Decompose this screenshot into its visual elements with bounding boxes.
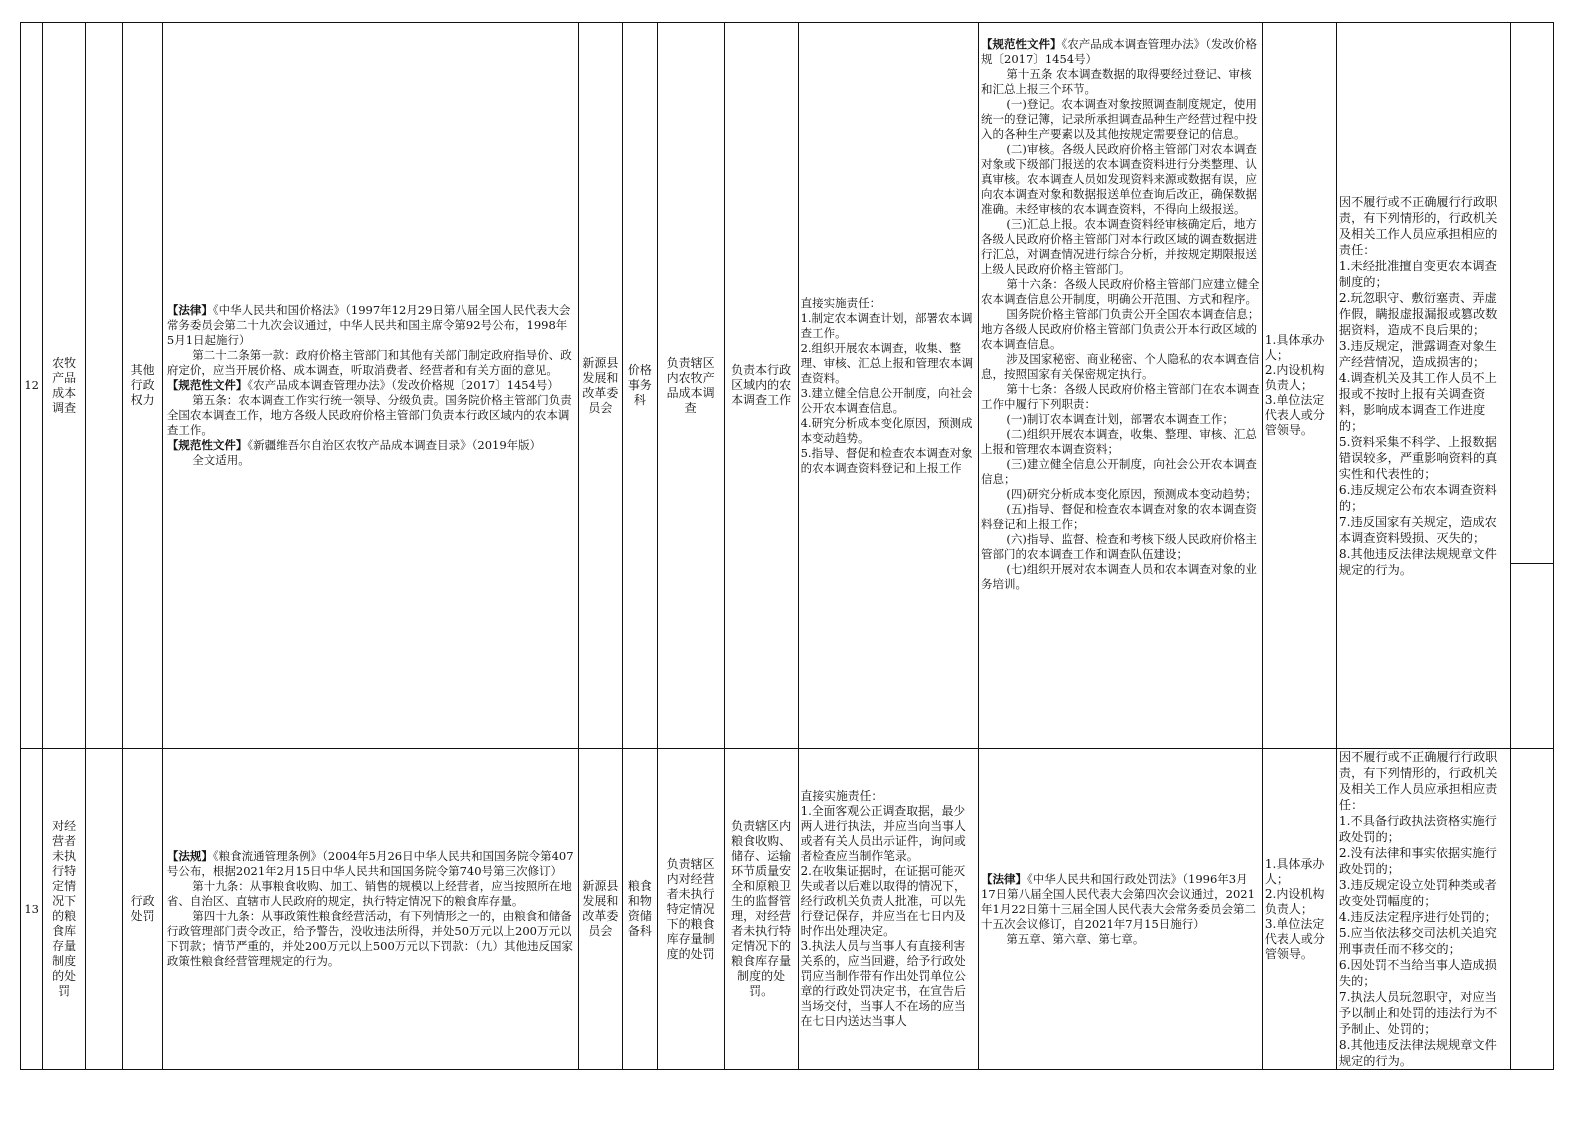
office: 粮食和物资储备科 bbox=[623, 749, 657, 1070]
basis-text: (三)建立健全信息公开制度，向社会公开农本调查信息； bbox=[981, 457, 1257, 486]
responsible-subject: 1.具体承办人； 2.内设机构负责人； 3.单位法定代表人或分管领导。 bbox=[1262, 23, 1336, 749]
legal-basis bbox=[162, 749, 578, 1070]
legal-basis bbox=[162, 23, 578, 749]
sub-item bbox=[85, 23, 123, 749]
basis-paragraph bbox=[981, 412, 1260, 427]
basis-paragraph bbox=[981, 97, 1260, 142]
basis-text: 《粮食流通管理条例》（2004年5月26日中华人民共和国国务院令第407号公布，根据2021年2月15日中华人民共和国国务院令第740号第三次修订） bbox=[166, 849, 574, 878]
basis-text: (二)组织开展农本调查，收集、整理、审核、汇总上报和管理农本调查资料； bbox=[981, 427, 1257, 456]
basis-text: 第五章、第六章、第七章。 bbox=[1006, 931, 1145, 946]
responsible-subject: 1.具体承办人； 2.内设机构负责人； 3.单位法定代表人或分管领导。 bbox=[1262, 749, 1336, 1070]
basis-text: (二)审核。各级人民政府价格主管部门对农本调查对象或下级部门报送的农本调查资料进行分类整理、认真审核。农本调查人员如发现资料来源或数据有误，应向农本调查对象和数据报送单位查询后改正，确保数据准确。未经审核的农本调查资料，不得向上级报送。 bbox=[981, 142, 1258, 216]
basis-paragraph bbox=[981, 382, 1260, 412]
basis-text: 第十七条：各级人民政府价格主管部门在农本调查工作中履行下列职责： bbox=[981, 382, 1260, 411]
basis-paragraph bbox=[981, 277, 1260, 307]
basis-type-label: 【规范性文件】 bbox=[981, 37, 1062, 51]
basis-text: 第五条：农本调查工作实行统一领导、分级负责。国务院价格主管部门负责全国农本调查工作，地方各级人民政府价格主管部门负责本行政区域内的农本调查工作。 bbox=[166, 393, 572, 437]
item-name: 对经营者未执行特定情况下的粮食库存量制度的处罚 bbox=[43, 749, 86, 1070]
basis-paragraph bbox=[981, 457, 1260, 487]
item-name: 农牧产品成本调查 bbox=[43, 23, 86, 749]
basis-paragraph bbox=[167, 393, 574, 438]
basis-text: 《中华人民共和国价格法》（1997年12月29日第八届全国人民代表大会常务委员会第二十九次会议通过，中华人民共和国主席令第92号公布，1998年5月1日起施行） bbox=[166, 303, 571, 347]
department: 新源县发展和改革委员会 bbox=[578, 23, 623, 749]
basis-text: 第十五条 农本调查数据的取得要经过登记、审核和汇总上报三个环节。 bbox=[981, 67, 1252, 96]
accountability: 因不履行或不正确履行行政职责，有下列情形的，行政机关及相关工作人员应承担相应责任： 1.不具备行政执法资格实施行政处罚的； 2.没有法律和事实依据实施行政处罚的； 3.违反规定设立处罚种类或者改变处罚幅度的； 4.违反法定程序进行处罚的； 5.应当依法移交司法机关追究刑事责任而不移交的； 6.因处罚不当给当事人造成损失的； 7.执法人员玩忽职守，对应当予以制止和处罚的违法行为不予制止、处罚的； 8.其他违反法律法规规章文件规定的行为。 bbox=[1336, 749, 1510, 1070]
basis-paragraph bbox=[981, 352, 1260, 382]
responsibility-items: 直接实施责任： 1.全面客观公正调查取据，最少两人进行执法，并应当向当事人或者有关人员出示证件，询问或者检查应当制作笔录。 2.在收集证据时，在证据可能灭失或者以后难以取得的情况下，经行政机关负责人批准，可以先行登记保存，并应当在七日内及时作出处理决定。 3.执法人员与当事人有直接利害关系的，应当回避，给予行政处罚应当制作带有作出处罚单位公章的行政处罚决定书，在宣告后当场交付，当事人不在场的应当在七日内送达当事人 bbox=[798, 749, 978, 1070]
basis-paragraph bbox=[981, 532, 1260, 562]
basis-type-label: 【规范性文件】 bbox=[166, 378, 248, 392]
table-row bbox=[21, 749, 1554, 1070]
basis-text: (六)指导、监督、检查和考核下级人民政府价格主管部门的农本调查工作和调查队伍建设； bbox=[981, 532, 1257, 561]
power-type: 其他行政权力 bbox=[123, 23, 163, 749]
basis-paragraph bbox=[981, 872, 1260, 932]
basis-paragraph bbox=[981, 562, 1260, 592]
basis-text: (一)登记。农本调查对象按照调查制度规定，使用统一的登记簿，记录所承担调查品种生产经营过程中投入的各种生产要素以及其他按规定需要登记的信息。 bbox=[981, 97, 1258, 141]
basis-paragraph bbox=[167, 303, 574, 348]
responsibility-table bbox=[20, 22, 1554, 1070]
basis-text: (一)制订农本调查计划，部署农本调查工作； bbox=[1006, 412, 1234, 426]
basis-text: 涉及国家秘密、商业秘密、个人隐私的农本调查信息，按照国家有关保密规定执行。 bbox=[981, 352, 1260, 381]
basis-text: (三)汇总上报。农本调查资料经审核确定后，地方各级人民政府价格主管部门对本行政区域的调查数据进行汇总，对调查情况进行综合分析，并按规定期限报送上级人民政府价格主管部门。 bbox=[981, 217, 1258, 276]
basis-text: (四)研究分析成本变化原因，预测成本变动趋势； bbox=[1006, 487, 1257, 501]
sub-item bbox=[85, 749, 123, 1070]
basis-paragraph bbox=[167, 348, 574, 378]
basis-paragraph bbox=[981, 932, 1260, 947]
remark bbox=[1511, 23, 1554, 749]
office: 价格事务科 bbox=[623, 23, 657, 749]
basis-paragraph bbox=[167, 849, 574, 879]
basis-paragraph bbox=[981, 37, 1260, 67]
basis-paragraph bbox=[167, 438, 574, 453]
power-type: 行政处罚 bbox=[123, 749, 163, 1070]
basis-text: 《农产品成本调查管理办法》（发改价格规〔2017〕1454号） bbox=[981, 37, 1258, 66]
basis-paragraph bbox=[167, 453, 574, 468]
scope: 负责辖区内农牧产品成本调查 bbox=[657, 23, 724, 749]
basis-type-label: 【法律】 bbox=[981, 871, 1028, 886]
responsibility-items: 直接实施责任： 1.制定农本调查计划，部署农本调查工作。 2.组织开展农本调查，收集、整理、审核、汇总上报和管理农本调查资料。 3.建立健全信息公开制度，向社会公开农本调查信息。 4.研究分析成本变化原因，预测成本变动趋势。 5.指导、督促和检查农本调查对象的农本调查资料登记和上报工作 bbox=[798, 23, 978, 749]
basis-paragraph bbox=[981, 487, 1260, 502]
responsibility-basis bbox=[979, 749, 1263, 1070]
table-row bbox=[21, 23, 1554, 749]
basis-text: 《农产品成本调查管理办法》（发改价格规〔2017〕1454号） bbox=[247, 378, 559, 392]
basis-paragraph bbox=[981, 142, 1260, 217]
accountability: 因不履行或不正确履行行政职责，有下列情形的，行政机关及相关工作人员应承担相应的责任： 1.未经批准擅自变更农本调查制度的； 2.玩忽职守、敷衍塞责、弄虚作假，瞒报虚报漏报或篡改数据资料，造成不良后果的； 3.违反规定，泄露调查对象生产经营情况，造成损害的； 4.调查机关及其工作人员不上报或不按时上报有关调查资料，影响成本调查工作进度的； 5.资料采集不科学、上报数据错误较多，严重影响资料的真实性和代表性的； 6.违反规定公布农本调查资料的； 7.违反国家有关规定，造成农本调查资料毁损、灭失的； 8.其他违反法律法规规章文件规定的行为。 bbox=[1336, 23, 1510, 749]
basis-type-label: 【法律】 bbox=[166, 303, 213, 317]
duty: 负责辖区内粮食收购、储存、运输环节质量安全和原粮卫生的监督管理，对经营者未执行特定情况下的粮食库存量制度的处罚。 bbox=[724, 749, 798, 1070]
basis-text: 全文适用。 bbox=[192, 453, 250, 467]
basis-paragraph bbox=[981, 427, 1260, 457]
basis-paragraph bbox=[167, 879, 574, 909]
basis-text: 《中华人民共和国行政处罚法》（1996年3月17日第八届全国人民代表大会第四次会议通过，2021年1月22日第十三届全国人民代表大会常务委员会第二十五次会议修订，自2021年7月15日施行） bbox=[981, 871, 1256, 931]
basis-paragraph bbox=[167, 378, 574, 393]
basis-text: 国务院价格主管部门负责公开全国农本调查信息；地方各级人民政府价格主管部门负责公开本行政区域的农本调查信息。 bbox=[981, 307, 1260, 351]
row-number: 13 bbox=[21, 749, 43, 1070]
basis-paragraph bbox=[981, 217, 1260, 277]
scope: 负责辖区内对经营者未执行特定情况下的粮食库存量制度的处罚 bbox=[657, 749, 724, 1070]
basis-text: (五)指导、督促和检查农本调查对象的农本调查资料登记和上报工作； bbox=[981, 502, 1257, 531]
basis-text: 第十六条：各级人民政府价格主管部门应建立健全农本调查信息公开制度，明确公开范围、方式和程序。 bbox=[981, 277, 1260, 306]
basis-text: 第二十二条第一款：政府价格主管部门和其他有关部门制定政府指导价、政府定价，应当开展价格、成本调查，听取消费者、经营者和有关方面的意见。 bbox=[166, 348, 572, 377]
responsibility-basis bbox=[979, 23, 1263, 749]
basis-text: (七)组织开展对农本调查人员和农本调查对象的业务培训。 bbox=[981, 562, 1257, 591]
basis-paragraph bbox=[167, 909, 574, 969]
basis-paragraph bbox=[981, 502, 1260, 532]
basis-paragraph bbox=[981, 67, 1260, 97]
basis-paragraph bbox=[981, 307, 1260, 352]
basis-type-label: 【规范性文件】 bbox=[166, 438, 248, 452]
basis-text: 第四十九条：从事政策性粮食经营活动，有下列情形之一的，由粮食和储备行政管理部门责令改正，给予警告，没收违法所得，并处50万元以上200万元以下罚款；情节严重的，并处200万元以上500万元以下罚款：（九）其他违反国家政策性粮食经营管理规定的行为。 bbox=[166, 909, 574, 968]
department: 新源县发展和改革委员会 bbox=[578, 749, 623, 1070]
row-number: 12 bbox=[21, 23, 43, 749]
remark bbox=[1511, 749, 1554, 1070]
remark-upper bbox=[1511, 23, 1553, 564]
basis-text: 《新疆维吾尔自治区农牧产品成本调查目录》（2019年版） bbox=[247, 438, 542, 452]
basis-text: 第十九条：从事粮食收购、加工、销售的规模以上经营者，应当按照所在地省、自治区、直辖市人民政府的规定，执行特定情况下的粮食库存量。 bbox=[166, 879, 572, 908]
duty: 负责本行政区域内的农本调查工作 bbox=[724, 23, 798, 749]
basis-type-label: 【法规】 bbox=[166, 849, 213, 863]
